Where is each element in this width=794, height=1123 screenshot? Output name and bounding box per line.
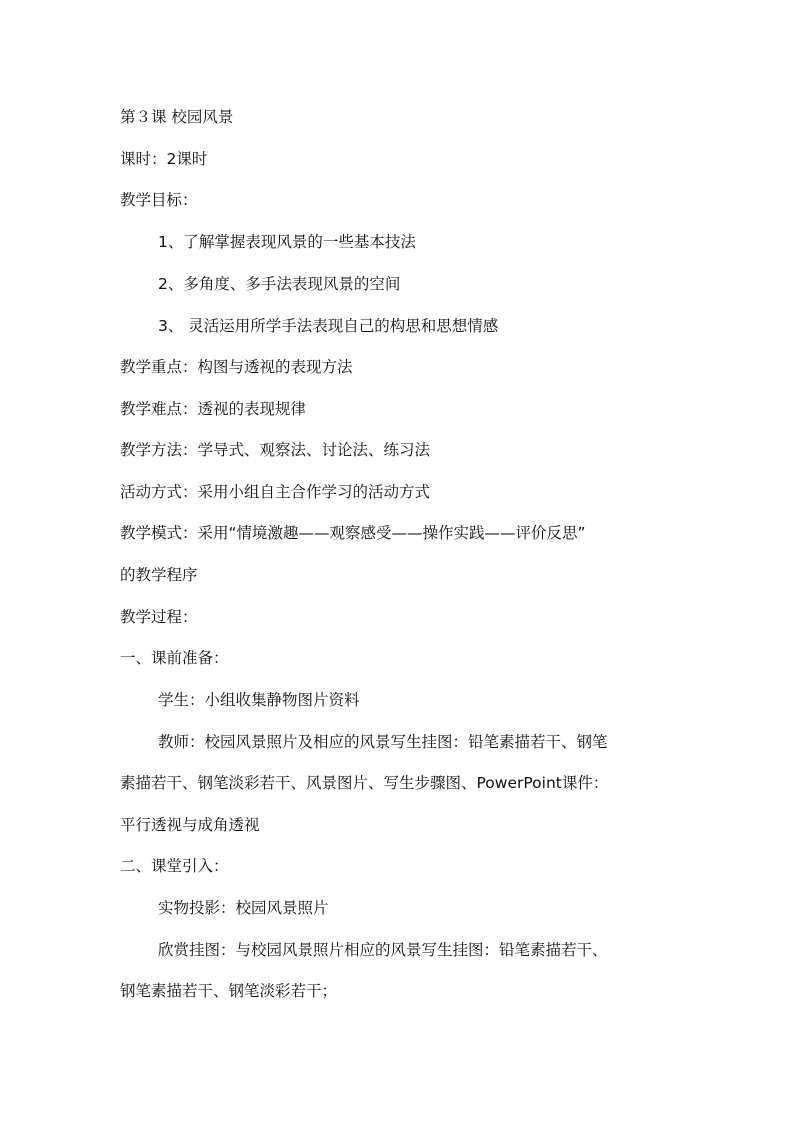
appreciation-line: 欣赏挂图：与校园风景照片相应的风景写生挂图：铅笔素描若干、 bbox=[158, 941, 608, 959]
section-heading-prep: 一、课前准备： bbox=[120, 649, 229, 667]
key-point: 教学重点：构图与透视的表现方法 bbox=[120, 358, 353, 376]
projection: 实物投影：校园风景照片 bbox=[158, 899, 329, 917]
objective-item: 3、 灵活运用所学手法表现自己的构思和思想情感 bbox=[158, 317, 499, 335]
section-heading-intro: 二、课堂引入： bbox=[120, 857, 229, 875]
objective-item: 2、多角度、多手法表现风景的空间 bbox=[158, 275, 401, 293]
teaching-mode-line: 的教学程序 bbox=[120, 566, 198, 584]
activity: 活动方式：采用小组自主合作学习的活动方式 bbox=[120, 483, 431, 501]
teacher-prep-line: 素描若干、钢笔淡彩若干、风景图片、写生步骤图、PowerPoint课件： bbox=[120, 774, 609, 792]
teacher-prep-line: 教师：校园风景照片及相应的风景写生挂图：铅笔素描若干、钢笔 bbox=[158, 733, 608, 751]
class-hours: 课时：2课时 bbox=[120, 150, 208, 168]
difficulty: 教学难点：透视的表现规律 bbox=[120, 400, 307, 418]
objectives-heading: 教学目标： bbox=[120, 191, 198, 209]
teaching-mode-line: 教学模式：采用“情境激趣——观察感受——操作实践——评价反思” bbox=[120, 524, 586, 542]
objective-item: 1、了解掌握表现风景的一些基本技法 bbox=[158, 233, 416, 251]
teacher-prep-line: 平行透视与成角透视 bbox=[120, 816, 260, 834]
appreciation-line: 钢笔素描若干、钢笔淡彩若干； bbox=[120, 982, 338, 1000]
students-prep: 学生：小组收集静物图片资料 bbox=[158, 691, 360, 709]
methods: 教学方法：学导式、观察法、讨论法、练习法 bbox=[120, 441, 431, 459]
process-heading: 教学过程： bbox=[120, 608, 198, 626]
lesson-title: 第３课 校园风景 bbox=[120, 108, 234, 126]
